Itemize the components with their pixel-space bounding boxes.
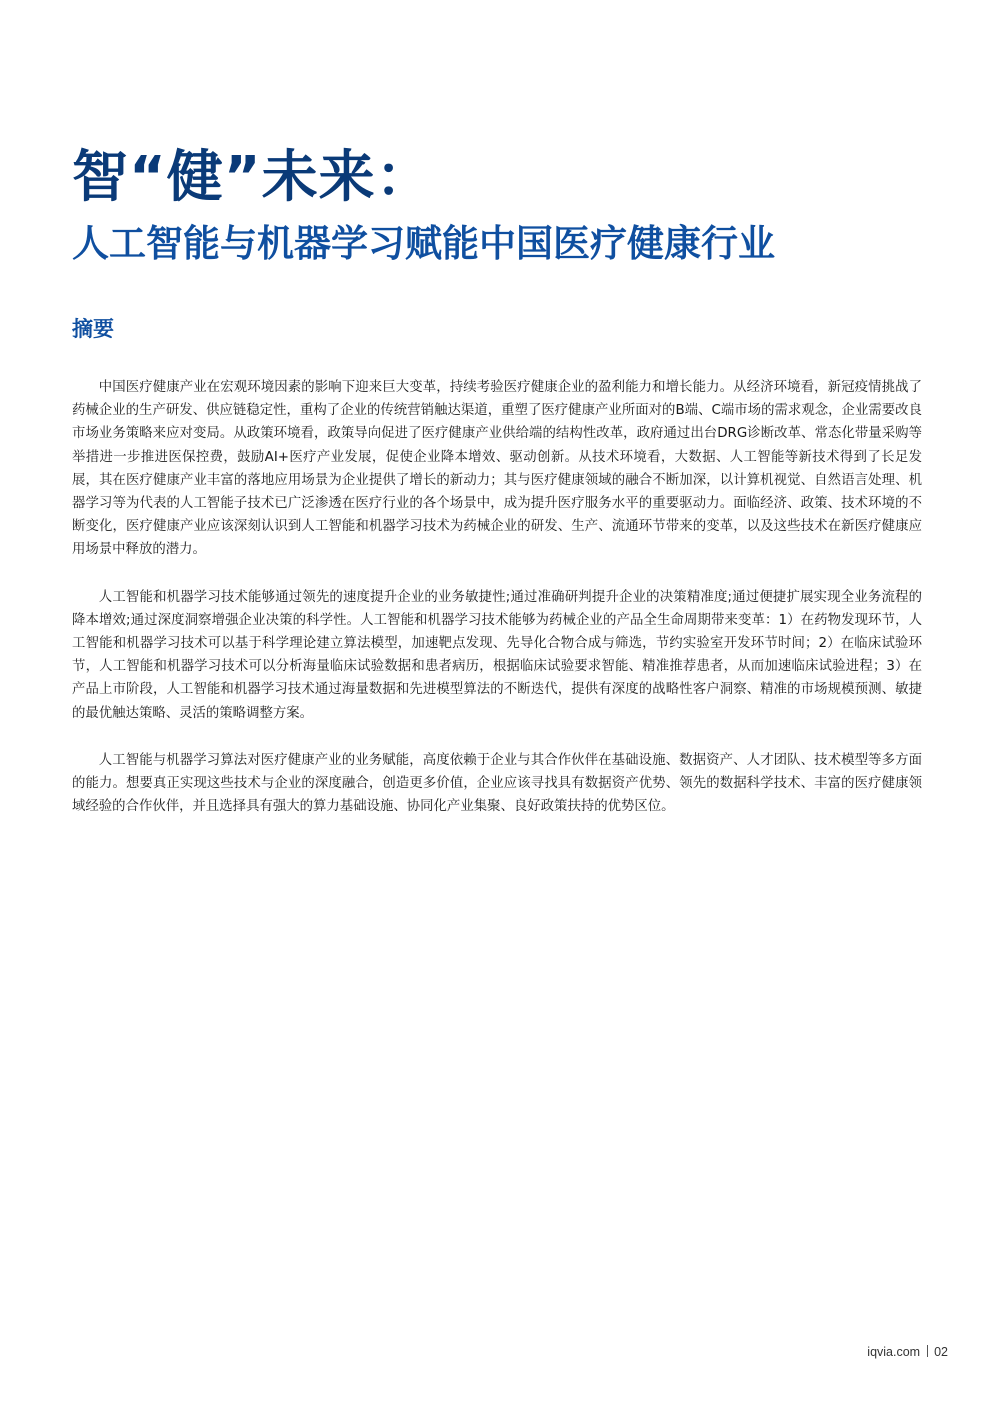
page-number: 02 [934, 1345, 948, 1359]
title-block [72, 138, 932, 270]
paragraph: 人工智能与机器学习算法对医疗健康产业的业务赋能，高度依赖于企业与其合作伙伴在基础设施、数据资产、人才团队、技术模型等多方面的能力。想要真正实现这些技术与企业的深度融合，创造更多价值，企业应该寻找具有数据资产优势、领先的数据科学技术、丰富的医疗健康领域经验的合作伙伴，并且选择具有强大的算力基础设施、协同化产业集聚、良好政策扶持的优势区位。 [72, 752, 922, 815]
page-subtitle: 人工智能与机器学习赋能中国医疗健康行业 [72, 222, 775, 265]
paragraph: 中国医疗健康产业在宏观环境因素的影响下迎来巨大变革，持续考验医疗健康企业的盈利能力和增长能力。从经济环境看，新冠疫情挑战了药械企业的生产研发、供应链稳定性，重构了企业的传统营销触达渠道，重塑了医疗健康产业所面对的B端、C端市场的需求观念，企业需要改良市场业务策略来应对变局。从政策环境看，政策导向促进了医疗健康产业供给端的结构性改革，政府通过出台DRG诊断改革、常态化带量采购等举措进一步推进医保控费，鼓励AI+医疗产业发展，促使企业降本增效、驱动创新。从技术环境看，大数据、人工智能等新技术得到了长足发展，其在医疗健康产业丰富的落地应用场景为企业提供了增长的新动力；其与医疗健康领域的融合不断加深，以计算机视觉、自然语言处理、机器学习等为代表的人工智能子技术已广泛渗透在医疗行业的各个场景中，成为提升医疗服务水平的重要驱动力。面临经济、政策、技术环境的不断变化，医疗健康产业应该深刻认识到人工智能和机器学习技术为药械企业的研发、生产、流通环节带来的变革，以及这些技术在新医疗健康应用场景中释放的潜力。 [72, 380, 922, 558]
abstract-body [72, 376, 922, 842]
paragraph: 人工智能和机器学习技术能够通过领先的速度提升企业的业务敏捷性;通过准确研判提升企业的决策精准度;通过便捷扩展实现全业务流程的降本增效;通过深度洞察增强企业决策的科学性。人工智能和机器学习技术能够为药械企业的产品全生命周期带来变革：1）在药物发现环节，人工智能和机器学习技术可以基于科学理论建立算法模型，加速靶点发现、先导化合物合成与筛选，节约实验室开发环节时间；2）在临床试验环节，人工智能和机器学习技术可以分析海量临床试验数据和患者病历，根据临床试验要求智能、精准推荐患者，从而加速临床试验进程；3）在产品上市阶段，人工智能和机器学习技术通过海量数据和先进模型算法的不断迭代，提供有深度的战略性客户洞察、精准的市场规模预测、敏捷的最优触达策略、灵活的策略调整方案。 [72, 589, 922, 721]
page-footer [867, 1345, 948, 1359]
footer-site-link[interactable]: iqvia.com [867, 1345, 921, 1359]
section-heading-abstract: 摘要 [72, 317, 114, 341]
page-title: 智“健”未来： [72, 145, 433, 210]
footer-divider [927, 1345, 928, 1357]
